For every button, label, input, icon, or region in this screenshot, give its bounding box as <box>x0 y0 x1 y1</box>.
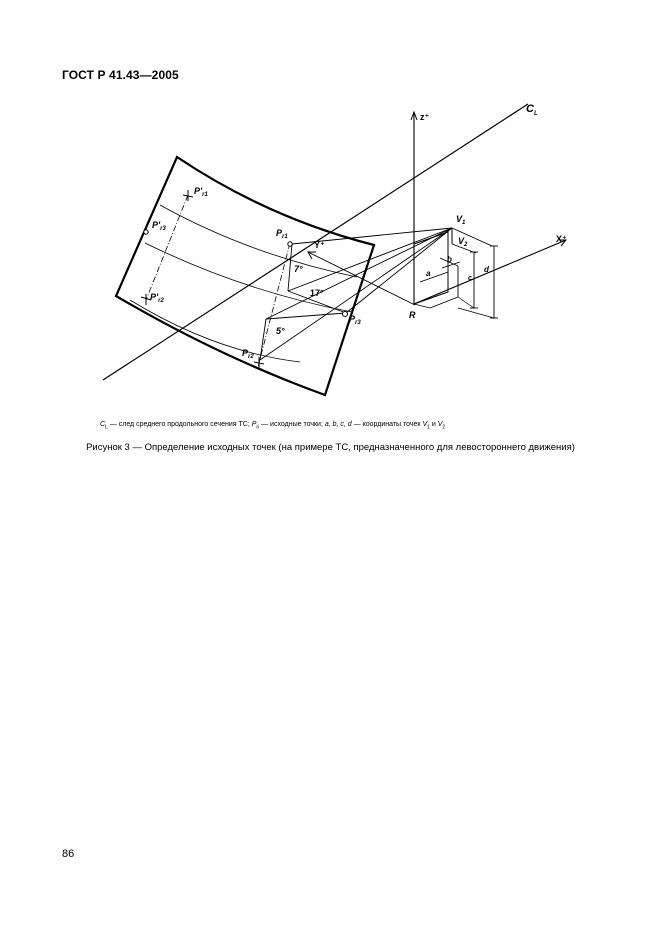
angle-line-5-a <box>266 313 346 319</box>
label-y-axis: Y⁺ <box>314 240 325 250</box>
eye-box-bottom <box>430 297 458 308</box>
legend-and: и <box>429 421 438 428</box>
dimension-link-c <box>458 297 474 308</box>
legend-abcd-text: — координаты точек <box>351 421 423 428</box>
y-axis-line <box>308 252 415 305</box>
page-number: 86 <box>62 848 75 860</box>
label-r: R <box>409 310 416 320</box>
legend-cl-symbol: C <box>100 421 106 428</box>
dimension-link-d <box>458 308 494 318</box>
point-pr3 <box>343 312 348 317</box>
point-pr1-prime <box>183 190 193 201</box>
label-angle-7: 7° <box>294 264 303 274</box>
x-axis-line <box>414 240 566 304</box>
legend-v1-sub: 1 <box>427 424 430 431</box>
label-pr2: $P_{r2}$ <box>242 348 254 360</box>
document-header: ГОСТ Р 41.43—2005 <box>62 68 179 82</box>
label-angle-17: 17° <box>310 288 324 298</box>
windshield-line-bottom <box>130 300 300 362</box>
label-pr3-prime: $P'_{r3}$ <box>152 220 166 232</box>
label-b: b <box>447 255 452 264</box>
label-pr2-prime: $P'_{r2}$ <box>150 292 164 304</box>
label-v2: $V_2$ <box>458 236 468 248</box>
dimension-a <box>420 272 448 282</box>
label-d: d <box>484 265 489 274</box>
label-pr1: $P_{r1}$ <box>276 228 288 240</box>
ray-v1-17 <box>288 228 452 291</box>
legend-p-text: — исходные точки; <box>259 421 325 428</box>
eye-box-base <box>414 304 430 308</box>
label-z-axis: z⁺ <box>420 112 430 122</box>
figure-caption: Рисунок 3 — Определение исходных точек (на примере ТС, предназначенного для левостороннего движения) <box>86 442 575 453</box>
windshield-line-upper <box>160 205 357 277</box>
legend-cl-sub: L <box>105 424 108 431</box>
legend-v1: V <box>422 421 428 428</box>
legend-abcd: a, b, c, d <box>324 421 352 428</box>
legend-p-sub: ri <box>256 424 260 431</box>
legend-v2-sub: 2 <box>442 424 446 431</box>
label-a: a <box>426 269 431 278</box>
point-pr1 <box>288 242 292 246</box>
label-v1: $V_1$ <box>456 214 466 226</box>
angle-line-7-a <box>288 244 292 291</box>
label-pr3: $P_{r3}$ <box>349 314 361 326</box>
legend-p-symbol: P <box>251 421 257 428</box>
point-pr3-prime <box>144 230 148 234</box>
label-cl: $C_L$ <box>526 103 538 117</box>
figure-3-diagram <box>0 0 661 420</box>
legend-cl-text: — след среднего продольного сечения ТС; <box>107 421 252 428</box>
figure-legend <box>100 421 620 430</box>
label-x-axis: X⁺ <box>556 234 567 244</box>
dashed-line-right <box>258 243 290 367</box>
label-c: c <box>468 275 472 282</box>
label-angle-5: 5° <box>276 326 285 336</box>
windshield-outline <box>116 157 374 395</box>
legend-v2: V <box>437 421 443 428</box>
label-pr1-prime: $P'_{r1}$ <box>194 186 208 198</box>
